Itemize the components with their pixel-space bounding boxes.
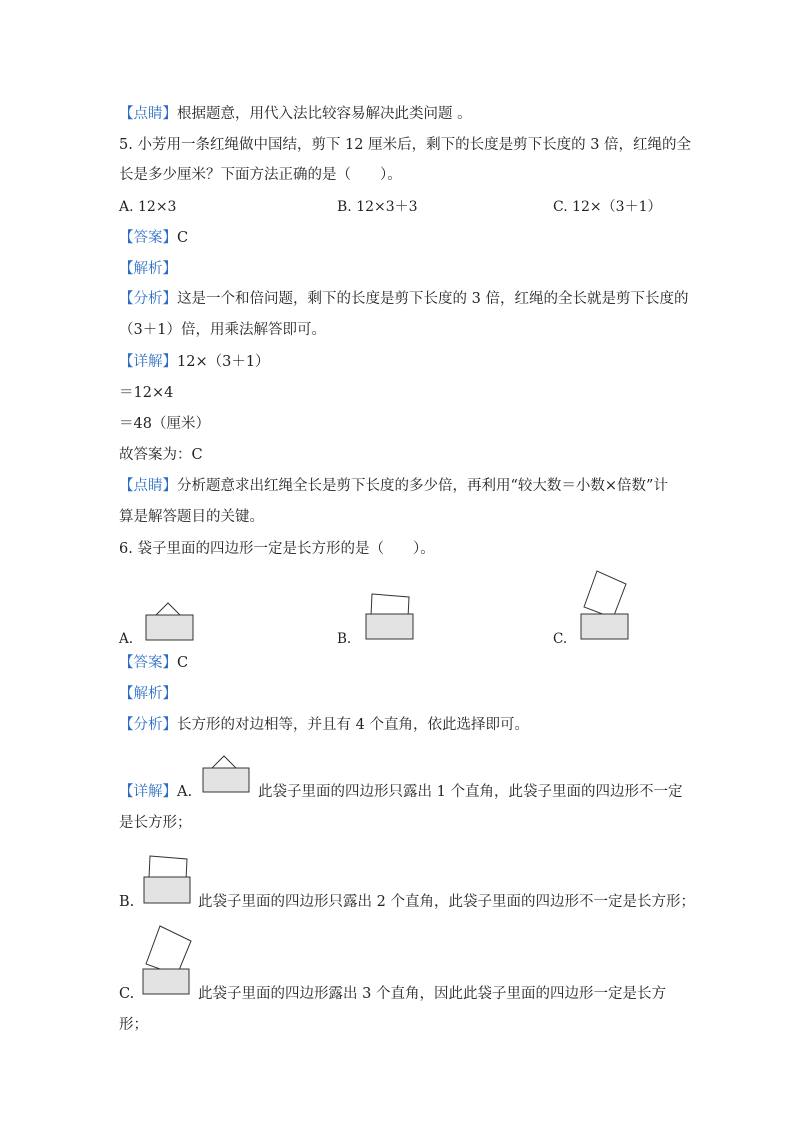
q5-jiexi-tag: 【解析】 (119, 261, 177, 277)
q5-step1: ＝12×4 (119, 385, 174, 401)
xiangjie-tag: 【详解】 (119, 784, 177, 800)
fenxi-tag: 【分析】 (119, 717, 177, 733)
q5-xiangjie (119, 353, 270, 371)
xiangjie-c-text1: 此袋子里面的四边形露出 3 个直角，因此此袋子里面的四边形一定是长方 (198, 986, 666, 1002)
q6-fenxi (119, 716, 529, 734)
dianjing-tag: 【点睛】 (119, 478, 177, 494)
q5-option-c: C. 12×（3＋1） (553, 199, 662, 215)
answer-value: C (177, 655, 189, 671)
q5-dianjing-line2: 算是解答题目的关键。 (119, 509, 264, 525)
dianjing-text: 根据题意，用代入法比较容易解决此类问题 。 (177, 106, 472, 122)
xiangjie-tag: 【详解】 (119, 354, 177, 370)
q6-option-b-label: B. (337, 631, 352, 647)
xiangjie-a-label: A. (177, 784, 193, 800)
xiangjie-c-label: C. (119, 986, 135, 1002)
q5-step2: ＝48（厘米） (119, 416, 210, 432)
fenxi-text: 这是一个和倍问题，剩下的长度是剪下长度的 3 倍，红绳的全长就是剪下长度的 (177, 291, 689, 307)
dianjing-tag: 【点睛】 (119, 106, 177, 122)
bag-figure-detail-a (200, 751, 256, 797)
bag-figure-detail-b (140, 852, 196, 908)
bag-figure-c (575, 566, 635, 644)
q6-answer (119, 654, 188, 672)
dianjing-line-prev (119, 105, 472, 123)
xiangjie-b-text: 此袋子里面的四边形只露出 2 个直角，此袋子里面的四边形不一定是长方形； (198, 894, 695, 910)
q5-question-line2: 长是多少厘米？下面方法正确的是（ ）。 (119, 167, 402, 183)
q6-question: 6. 袋子里面的四边形一定是长方形的是（ ）。 (119, 541, 435, 557)
q5-option-b: B. 12×3＋3 (337, 199, 418, 215)
bag-figure-a (140, 596, 200, 646)
q6-option-c-label: C. (553, 631, 568, 647)
fenxi-tag: 【分析】 (119, 291, 177, 307)
dianjing-text: 分析题意求出红绳全长是剪下长度的多少倍，再利用“较大数＝小数×倍数”计 (177, 478, 668, 494)
xiangjie-a-text1: 此袋子里面的四边形只露出 1 个直角，此袋子里面的四边形不一定 (258, 784, 683, 800)
q5-fenxi-line1 (119, 290, 688, 308)
q5-answer (119, 229, 188, 247)
xiangjie-text: 12×（3＋1） (177, 354, 270, 370)
bag-figure-b (360, 588, 420, 644)
q6-jiexi-tag: 【解析】 (119, 686, 177, 702)
q6-option-a-label: A. (119, 631, 134, 647)
q5-final: 故答案为：C (119, 447, 203, 463)
q6-xiangjie-a-line1 (119, 783, 192, 801)
xiangjie-b-label: B. (119, 894, 135, 910)
q5-dianjing-line1 (119, 477, 668, 495)
xiangjie-a-text2: 是长方形； (119, 815, 192, 831)
bag-figure-detail-c (140, 922, 196, 998)
xiangjie-c-text2: 形； (119, 1017, 148, 1033)
answer-tag: 【答案】 (119, 655, 177, 671)
q5-fenxi-line2: （3＋1）倍，用乘法解答即可。 (119, 322, 326, 338)
answer-tag: 【答案】 (119, 230, 177, 246)
q5-option-a: A. 12×3 (119, 199, 177, 215)
fenxi-text: 长方形的对边相等，并且有 4 个直角，依此选择即可。 (177, 717, 529, 733)
q5-question-line1: 5. 小芳用一条红绳做中国结，剪下 12 厘米后，剩下的长度是剪下长度的 3 倍，红绳的全 (119, 137, 692, 153)
answer-value: C (177, 230, 189, 246)
